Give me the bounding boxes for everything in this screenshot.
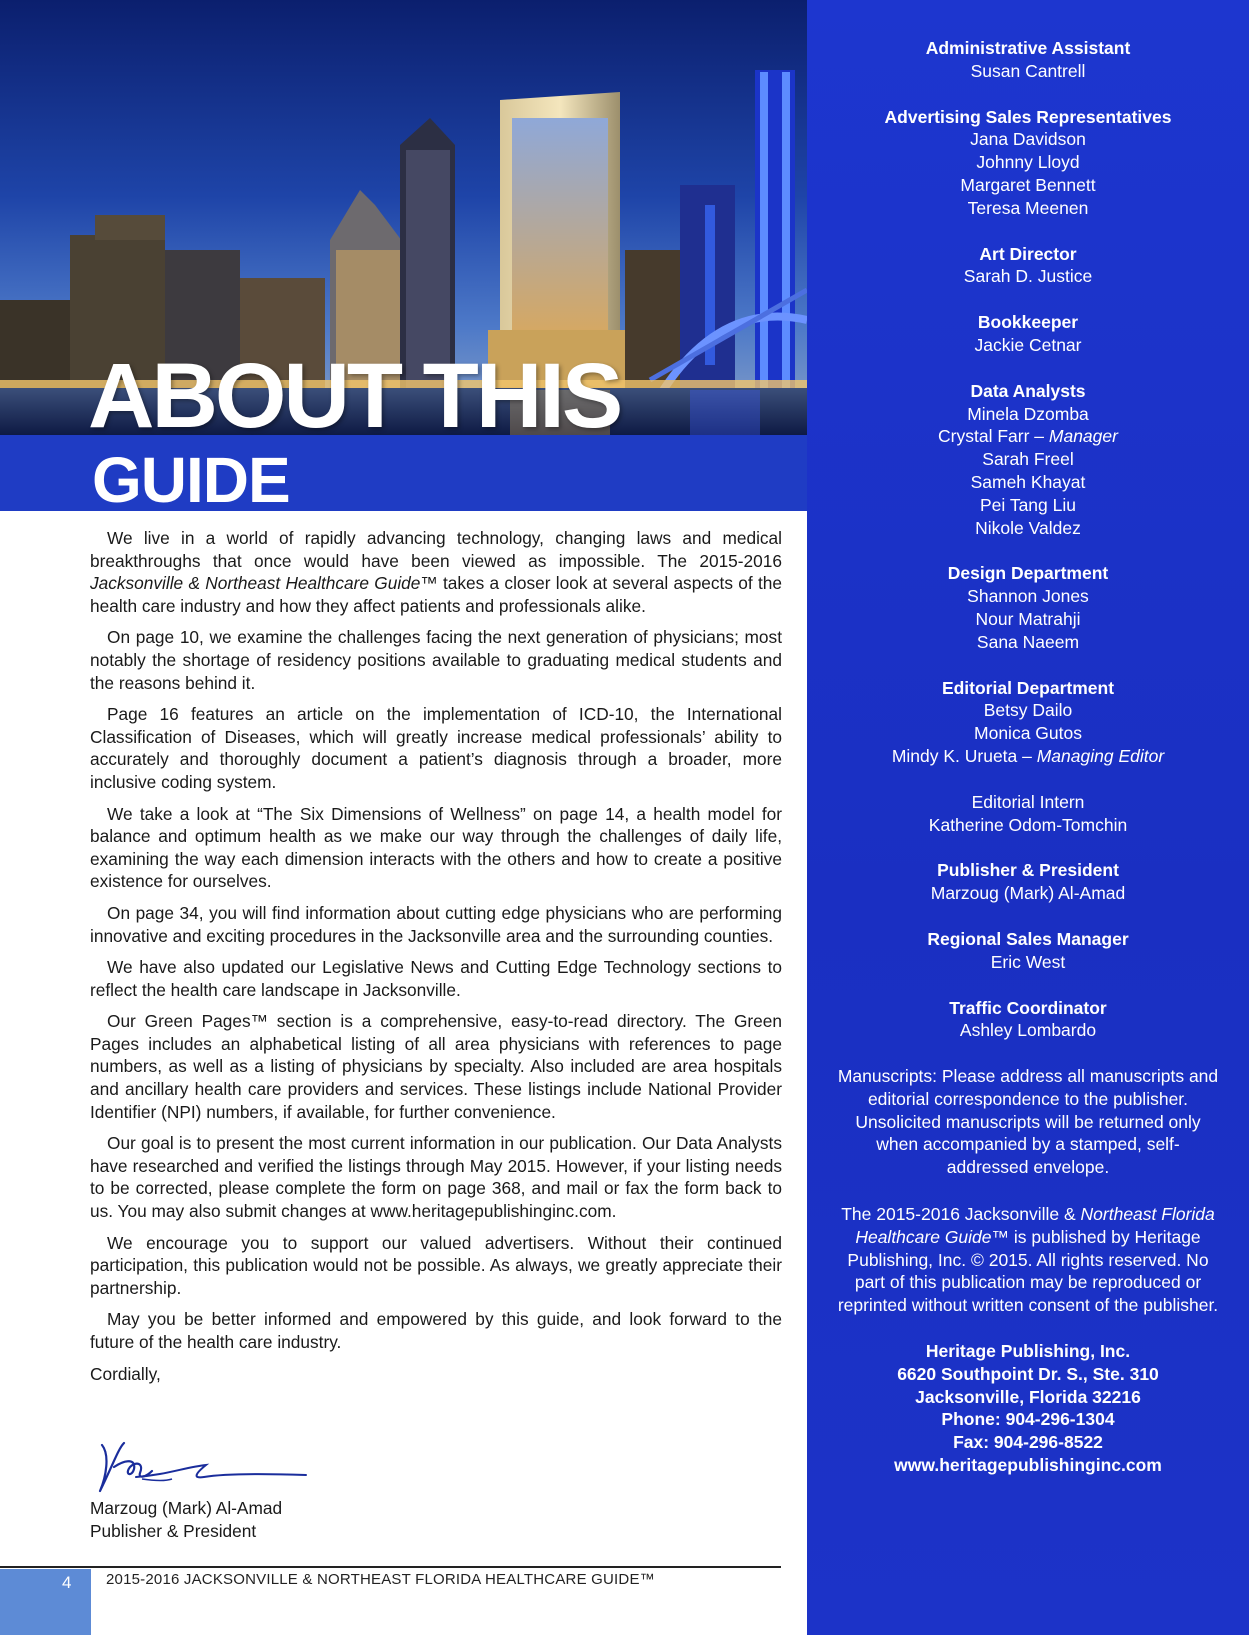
paragraph: We encourage you to support our valued advertisers. Without their continued participation, this publication would not be possible. As always, we greatly appreciate their partnership. [90,1232,782,1298]
staff-group-editorial-intern [807,791,1249,837]
staff-group-editorial-department [807,677,1249,768]
phone-number: Phone: 904-296-1304 [941,1409,1115,1430]
staff-name: Pei Tang Liu [979,494,1076,515]
staff-sidebar [807,0,1249,1635]
company-name: Heritage Publishing, Inc. [925,1341,1131,1362]
manuscripts-notice: Manuscripts: Please address all manuscripts and editorial correspondence to the publisher. Unsolicited manuscripts will be returned only when accompanied by a stamped, self-addressed envelope. [837,1066,1219,1178]
staff-group-art-director [807,243,1249,289]
staff-name: Jackie Cetnar [974,334,1082,355]
staff-role: Advertising Sales Representatives [884,106,1172,127]
signer-name: Marzoug (Mark) Al-Amad [90,1498,283,1518]
staff-name: Margaret Bennett [960,174,1096,195]
signer-title: Publisher & President [90,1520,257,1541]
staff-name: Eric West [990,951,1066,972]
paragraph: We have also updated our Legislative News and Cutting Edge Technology sections to reflect the health care landscape in Jacksonville. [90,957,782,1000]
publication-title: Jacksonville & Northeast Healthcare Guide™ [90,573,438,594]
address-line: 6620 Southpoint Dr. S., Ste. 310 [897,1363,1159,1384]
staff-group-advertising-sales [807,106,1249,220]
staff-name: Mindy K. Urueta – [891,745,1037,766]
staff-role: Publisher & President [937,860,1119,881]
staff-role: Editorial Intern [971,791,1085,812]
staff-role: Design Department [947,563,1109,584]
staff-title: Manager [1048,426,1118,447]
staff-group-bookkeeper [807,311,1249,357]
closing: Cordially, [90,1363,161,1384]
staff-group-data-analysts [807,380,1249,540]
staff-role: Art Director [979,243,1077,264]
article-body [90,527,782,1394]
staff-name: Sameh Khayat [970,471,1086,492]
staff-name: Ashley Lombardo [959,1020,1097,1041]
staff-name: Teresa Meenen [967,197,1089,218]
staff-name: Sarah D. Justice [963,266,1093,287]
paragraph [90,527,782,617]
staff-role: Bookkeeper [977,312,1079,333]
staff-name: Nikole Valdez [975,517,1081,538]
paragraph: May you be better informed and empowered by this guide, and look forward to the future of the health care industry. [90,1309,782,1352]
staff-name: Crystal Farr – [938,426,1049,447]
staff-group-traffic-coordinator [807,997,1249,1043]
staff-title: Managing Editor [1036,745,1165,766]
publication-title: Northeast Florida Healthcare Guide™ [855,1204,1215,1247]
staff-role: Data Analysts [970,380,1086,401]
staff-group-regional-sales [807,928,1249,974]
paragraph: We take a look at “The Six Dimensions of Wellness” on page 14, a health model for balance and optimum health as we make our way through the challenges of daily life, examining the way each dimension interacts with the others and how to create a positive existence for ourselves. [90,803,782,892]
publisher-contact [807,1340,1249,1477]
paragraph-text: We live in a world of rapidly advancing technology, changing laws and medical breakthroughs that once would have been viewed as impossible. The 2015-2016 [90,528,782,571]
footer-rule [0,1566,781,1568]
copyright-text: The 2015-2016 Jacksonville & [841,1204,1081,1225]
staff-role: Regional Sales Manager [927,928,1129,949]
paragraph: Page 16 features an article on the implementation of ICD-10, the International Classification of Diseases, which will greatly increase medical professionals’ ability to accurately and thoroughly document a patient’s diagnosis through a broader, more inclusive coding system. [90,704,782,792]
page-title-line2: GUIDE [92,444,290,516]
staff-name: Jana Davidson [970,129,1086,150]
website-link[interactable]: www.heritagepublishinginc.com [894,1455,1162,1476]
paragraph: On page 10, we examine the challenges facing the next generation of physicians; most notably the shortage of residency positions available to graduating medical students and the reasons behind it. [90,627,782,693]
staff-name: Sana Naeem [976,631,1080,652]
staff-name-with-title [807,425,1249,448]
paragraph: Our goal is to present the most current information in our publication. Our Data Analysts have researched and verified the listings through May 2015. However, if your listing needs to be corrected, please complete the form on page 368, and mail or fax the form back to us. You may also submit changes at www.heritagepublishinginc.com. [90,1133,782,1222]
staff-name: Katherine Odom-Tomchin [928,814,1128,835]
staff-name: Nour Matrahji [975,608,1081,629]
staff-role: Traffic Coordinator [949,997,1107,1018]
running-footer: 2015-2016 JACKSONVILLE & NORTHEAST FLORIDA HEALTHCARE GUIDE™ [106,1571,655,1588]
staff-group-design-department [807,562,1249,653]
page-title: ABOUT THIS [88,345,621,447]
staff-role: Editorial Department [941,677,1115,698]
signature-image [96,1437,316,1497]
staff-name: Monica Gutos [974,723,1082,744]
copyright-text: is published by Heritage Publishing, Inc. © 2015. All rights reserved. No part of this publication may be reproduced or reprinted without written consent of the publisher. [837,1226,1219,1316]
staff-name-with-title [807,745,1249,768]
staff-name: Johnny Lloyd [976,152,1080,173]
copyright-notice [807,1203,1249,1317]
signer-block [90,1497,282,1542]
staff-name: Sarah Freel [982,449,1074,470]
paragraph: Our Green Pages™ section is a comprehensive, easy-to-read directory. The Green Pages includes an alphabetical listing of all area physicians with references to page numbers, as well as a listing of physicians by specialty. Also included are area hospitals and ancillary health care providers and services. These listings include National Provider Identifier (NPI) numbers, if available, for further convenience. [90,1011,782,1122]
staff-name: Minela Dzomba [967,403,1089,424]
paragraph-text: takes a closer look at several aspects of the health care industry and how they affect patients and professionals alike. [90,573,782,616]
staff-name: Susan Cantrell [970,60,1086,81]
fax-number: Fax: 904-296-8522 [953,1432,1103,1453]
staff-role: Administrative Assistant [925,38,1131,58]
page-number: 4 [0,1569,91,1635]
staff-name: Shannon Jones [967,586,1089,607]
staff-name: Marzoug (Mark) Al-Amad [930,883,1126,904]
address-line: Jacksonville, Florida 32216 [915,1386,1141,1407]
staff-name: Betsy Dailo [983,700,1073,721]
paragraph: On page 34, you will find information about cutting edge physicians who are performing innovative and exciting procedures in the Jacksonville area and the surrounding counties. [90,902,782,946]
staff-group-administrative-assistant [807,37,1249,83]
staff-group-publisher [807,859,1249,905]
